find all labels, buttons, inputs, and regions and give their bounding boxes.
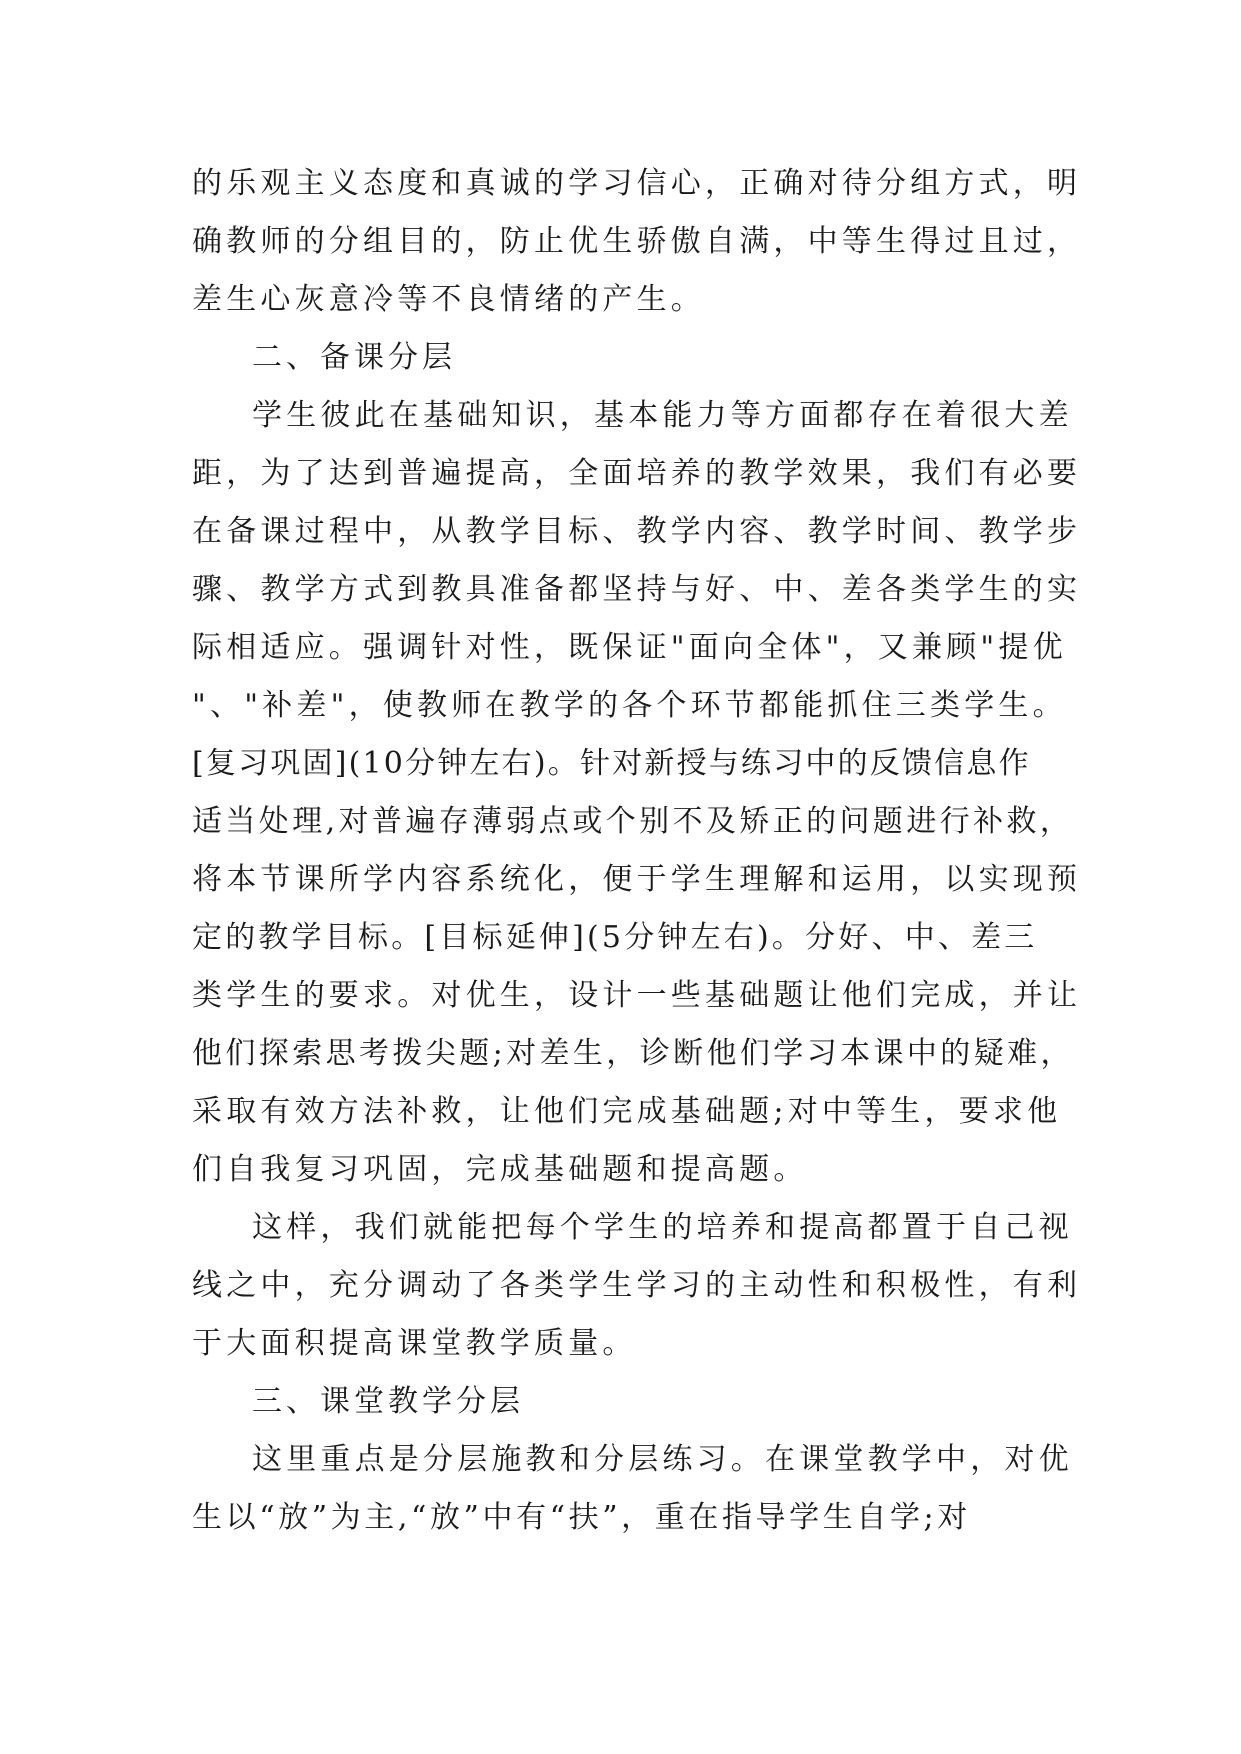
document-body [192,155,1082,1547]
text-line: 距，为了达到普遍提高，全面培养的教学效果，我们有必要 [192,456,1082,491]
text-line: 这样，我们就能把每个学生的培养和提高都置于自己视 [252,1210,1073,1245]
text-line: 在备课过程中，从教学目标、教学内容、教学时间、教学步 [192,514,1082,549]
section-heading: 二、备课分层 [252,340,456,375]
text-line: 际相适应。强调针对性，既保证"面向全体"，又兼顾"提优 [192,630,1067,665]
text-line: 类学生的要求。对优生，设计一些基础题让他们完成，并让 [192,978,1082,1013]
text-line: 这里重点是分层施教和分层练习。在课堂教学中，对优 [252,1442,1073,1477]
text-line: 确教师的分组目的，防止优生骄傲自满，中等生得过且过， [192,224,1082,259]
text-line: "、"补差"，使教师在教学的各个环节都能抓住三类学生。 [192,688,1067,723]
text-line: 将本节课所学内容系统化，便于学生理解和运用，以实现预 [192,862,1082,897]
text-line: 线之中，充分调动了各类学生学习的主动性和积极性，有利 [192,1268,1082,1303]
text-line: 学生彼此在基础知识，基本能力等方面都存在着很大差 [252,398,1073,433]
text-line: 的乐观主义态度和真诚的学习信心，正确对待分组方式，明 [192,166,1082,201]
text-line: 们自我复习巩固，完成基础题和提高题。 [192,1152,808,1187]
text-line: 差生心灰意冷等不良情绪的产生。 [192,282,705,317]
section-heading: 三、课堂教学分层 [252,1384,524,1419]
text-line: 于大面积提高课堂教学质量。 [192,1326,637,1361]
text-line: 适当处理,对普遍存薄弱点或个别不及矫正的问题进行补救， [192,804,1074,839]
text-line: 骤、教学方式到教具准备都坚持与好、中、差各类学生的实 [192,572,1082,607]
text-line: 他们探索思考拨尖题;对差生，诊断他们学习本课中的疑难， [192,1036,1074,1071]
text-line: 定的教学目标。[目标延伸](5分钟左右)。分好、中、差三 [192,920,1038,955]
text-line: [复习巩固](10分钟左右)。针对新授与练习中的反馈信息作 [192,746,1031,781]
text-line: 采取有效方法补救，让他们完成基础题;对中等生，要求他 [192,1094,1062,1129]
text-line: 生以“放”为主,“放”中有“扶”，重在指导学生自学;对 [192,1500,971,1535]
